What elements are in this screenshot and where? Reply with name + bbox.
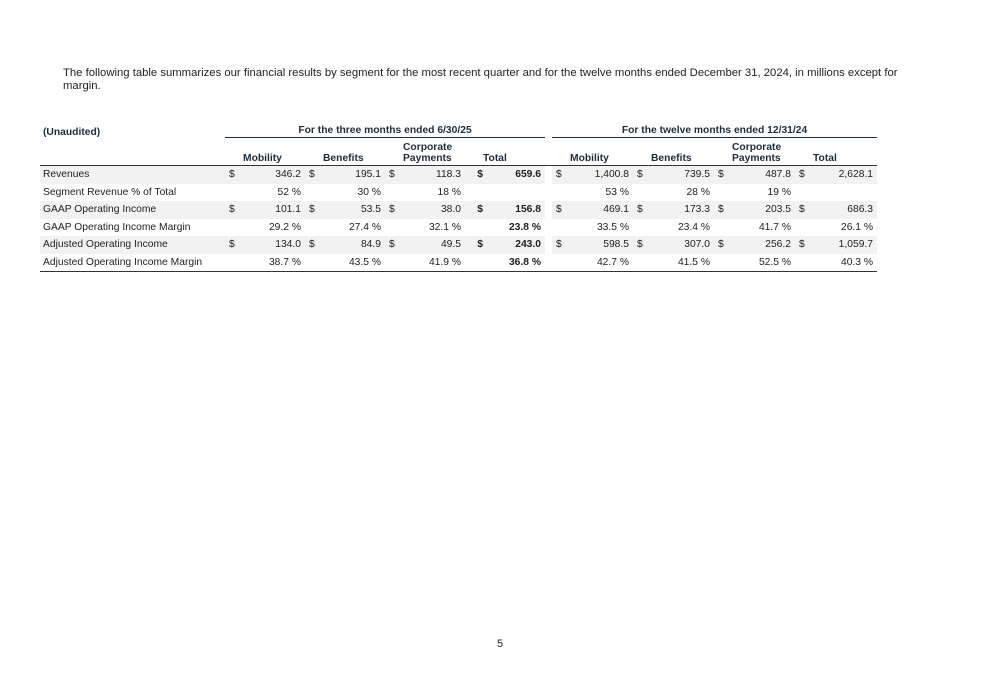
currency-symbol bbox=[465, 184, 483, 202]
row-label: GAAP Operating Income bbox=[40, 201, 225, 219]
group-header-row bbox=[40, 122, 877, 138]
header-spacer bbox=[305, 138, 323, 166]
currency-symbol bbox=[795, 184, 813, 202]
header-spacer bbox=[714, 138, 732, 166]
row-label: Adjusted Operating Income bbox=[40, 236, 225, 254]
currency-symbol: $ bbox=[225, 236, 243, 254]
currency-symbol bbox=[795, 254, 813, 272]
currency-symbol bbox=[225, 254, 243, 272]
cell-value: 33.5 % bbox=[596, 221, 629, 233]
cell-value: 49.5 bbox=[403, 236, 465, 254]
column-header-q: Benefits bbox=[323, 153, 364, 164]
currency-symbol: $ bbox=[465, 236, 483, 254]
column-header-y: Corporate Payments bbox=[732, 142, 782, 164]
currency-symbol bbox=[633, 219, 651, 237]
currency-symbol: $ bbox=[795, 236, 813, 254]
currency-symbol: $ bbox=[552, 201, 570, 219]
row-label: Revenues bbox=[40, 166, 225, 184]
currency-symbol bbox=[305, 254, 323, 272]
header-spacer bbox=[633, 138, 651, 166]
cell-value: 243.0 bbox=[483, 236, 545, 254]
currency-symbol: $ bbox=[305, 201, 323, 219]
cell-value: 38.7 % bbox=[243, 254, 305, 272]
cell-value: 84.9 bbox=[323, 236, 385, 254]
column-gap bbox=[545, 166, 552, 184]
table-row bbox=[40, 166, 877, 184]
cell-value: 23.4 % bbox=[677, 221, 710, 233]
column-header-y: Mobility bbox=[570, 153, 609, 164]
table-row bbox=[40, 219, 877, 237]
header-spacer bbox=[552, 138, 570, 166]
cell-value: 2,628.1 bbox=[813, 166, 877, 184]
currency-symbol bbox=[305, 184, 323, 202]
currency-symbol: $ bbox=[465, 201, 483, 219]
currency-symbol bbox=[225, 219, 243, 237]
cell-value: 469.1 bbox=[570, 201, 633, 219]
table-row bbox=[40, 254, 877, 272]
header-spacer bbox=[385, 138, 403, 166]
cell-value: 19 % bbox=[767, 186, 791, 198]
cell-value: 52.5 % bbox=[732, 254, 795, 272]
intro-paragraph: The following table summarizes our financial results by segment for the most recent quarter and for the twelve months ended December 31, 2024, in millions except for margin. bbox=[63, 67, 898, 92]
cell-value: 156.8 bbox=[483, 201, 545, 219]
column-gap bbox=[545, 254, 552, 272]
currency-symbol: $ bbox=[633, 166, 651, 184]
header-blank bbox=[40, 138, 225, 166]
cell-value: 41.5 % bbox=[651, 254, 714, 272]
currency-symbol bbox=[714, 184, 732, 202]
cell-value: 40.3 % bbox=[813, 254, 877, 272]
cell-value: 43.5 % bbox=[323, 254, 385, 272]
cell-value: 29.2 % bbox=[268, 221, 301, 233]
column-header-q: Mobility bbox=[243, 153, 282, 164]
currency-symbol bbox=[552, 184, 570, 202]
column-gap bbox=[545, 184, 552, 202]
currency-symbol: $ bbox=[305, 236, 323, 254]
cell-value: 41.7 % bbox=[758, 221, 791, 233]
column-gap bbox=[545, 236, 552, 254]
column-header-row bbox=[40, 138, 877, 166]
header-spacer bbox=[225, 138, 243, 166]
cell-value: 101.1 bbox=[243, 201, 305, 219]
cell-value: 28 % bbox=[686, 186, 710, 198]
currency-symbol: $ bbox=[552, 236, 570, 254]
currency-symbol bbox=[385, 184, 403, 202]
column-header-q: Total bbox=[483, 153, 507, 164]
currency-symbol bbox=[633, 184, 651, 202]
currency-symbol bbox=[465, 254, 483, 272]
cell-value: 686.3 bbox=[813, 201, 877, 219]
cell-value: 27.4 % bbox=[348, 221, 381, 233]
currency-symbol bbox=[714, 254, 732, 272]
cell-value: 173.3 bbox=[651, 201, 714, 219]
cell-value: 118.3 bbox=[403, 166, 465, 184]
currency-symbol bbox=[225, 184, 243, 202]
cell-value: 42.7 % bbox=[570, 254, 633, 272]
cell-value: 346.2 bbox=[243, 166, 305, 184]
currency-symbol: $ bbox=[465, 166, 483, 184]
cell-value: 53 % bbox=[605, 186, 629, 198]
cell-value: 32.1 % bbox=[428, 221, 461, 233]
cell-value: 52 % bbox=[277, 186, 301, 198]
column-header-y: Benefits bbox=[651, 153, 692, 164]
column-header-q: Corporate Payments bbox=[403, 142, 453, 164]
currency-symbol bbox=[305, 219, 323, 237]
currency-symbol: $ bbox=[305, 166, 323, 184]
header-spacer bbox=[465, 138, 483, 166]
currency-symbol bbox=[552, 219, 570, 237]
cell-value: 36.8 % bbox=[483, 254, 545, 272]
cell-value: 598.5 bbox=[570, 236, 633, 254]
currency-symbol: $ bbox=[385, 166, 403, 184]
cell-value: 1,400.8 bbox=[570, 166, 633, 184]
cell-value bbox=[813, 184, 877, 202]
unaudited-label: (Unaudited) bbox=[43, 126, 101, 138]
cell-value: 134.0 bbox=[243, 236, 305, 254]
table-row bbox=[40, 236, 877, 254]
cell-value: 26.1 % bbox=[840, 221, 874, 233]
cell-value: 53.5 bbox=[323, 201, 385, 219]
currency-symbol: $ bbox=[385, 201, 403, 219]
table-body bbox=[40, 166, 877, 272]
cell-value: 256.2 bbox=[732, 236, 795, 254]
table-row bbox=[40, 201, 877, 219]
header-spacer bbox=[795, 138, 813, 166]
currency-symbol bbox=[714, 219, 732, 237]
currency-symbol: $ bbox=[225, 201, 243, 219]
table-row bbox=[40, 184, 877, 202]
currency-symbol bbox=[552, 254, 570, 272]
currency-symbol: $ bbox=[385, 236, 403, 254]
currency-symbol: $ bbox=[633, 201, 651, 219]
cell-value: 659.6 bbox=[483, 166, 545, 184]
cell-value: 30 % bbox=[357, 186, 381, 198]
three-months-header: For the three months ended 6/30/25 bbox=[225, 122, 545, 138]
segment-results-table bbox=[40, 122, 877, 272]
cell-value: 23.8 % bbox=[508, 221, 541, 233]
cell-value: 18 % bbox=[437, 186, 461, 198]
currency-symbol bbox=[385, 219, 403, 237]
cell-value bbox=[483, 184, 545, 202]
currency-symbol bbox=[465, 219, 483, 237]
currency-symbol bbox=[385, 254, 403, 272]
currency-symbol: $ bbox=[225, 166, 243, 184]
currency-symbol: $ bbox=[795, 166, 813, 184]
cell-value: 41.9 % bbox=[403, 254, 465, 272]
currency-symbol: $ bbox=[633, 236, 651, 254]
row-label: GAAP Operating Income Margin bbox=[43, 221, 191, 233]
currency-symbol bbox=[795, 219, 813, 237]
cell-value: 38.0 bbox=[403, 201, 465, 219]
cell-value: 1,059.7 bbox=[813, 236, 877, 254]
currency-symbol: $ bbox=[714, 166, 732, 184]
cell-value: 487.8 bbox=[732, 166, 795, 184]
currency-symbol: $ bbox=[714, 236, 732, 254]
cell-value: 195.1 bbox=[323, 166, 385, 184]
row-label: Adjusted Operating Income Margin bbox=[40, 254, 225, 272]
row-label: Segment Revenue % of Total bbox=[43, 186, 177, 198]
column-gap bbox=[545, 219, 552, 237]
column-gap bbox=[545, 201, 552, 219]
cell-value: 739.5 bbox=[651, 166, 714, 184]
column-header-y: Total bbox=[813, 153, 837, 164]
currency-symbol: $ bbox=[714, 201, 732, 219]
page-number: 5 bbox=[496, 638, 504, 650]
header-gap bbox=[545, 138, 552, 166]
twelve-months-header: For the twelve months ended 12/31/24 bbox=[552, 122, 877, 138]
cell-value: 307.0 bbox=[651, 236, 714, 254]
currency-symbol: $ bbox=[552, 166, 570, 184]
currency-symbol: $ bbox=[795, 201, 813, 219]
cell-value: 203.5 bbox=[732, 201, 795, 219]
currency-symbol bbox=[633, 254, 651, 272]
